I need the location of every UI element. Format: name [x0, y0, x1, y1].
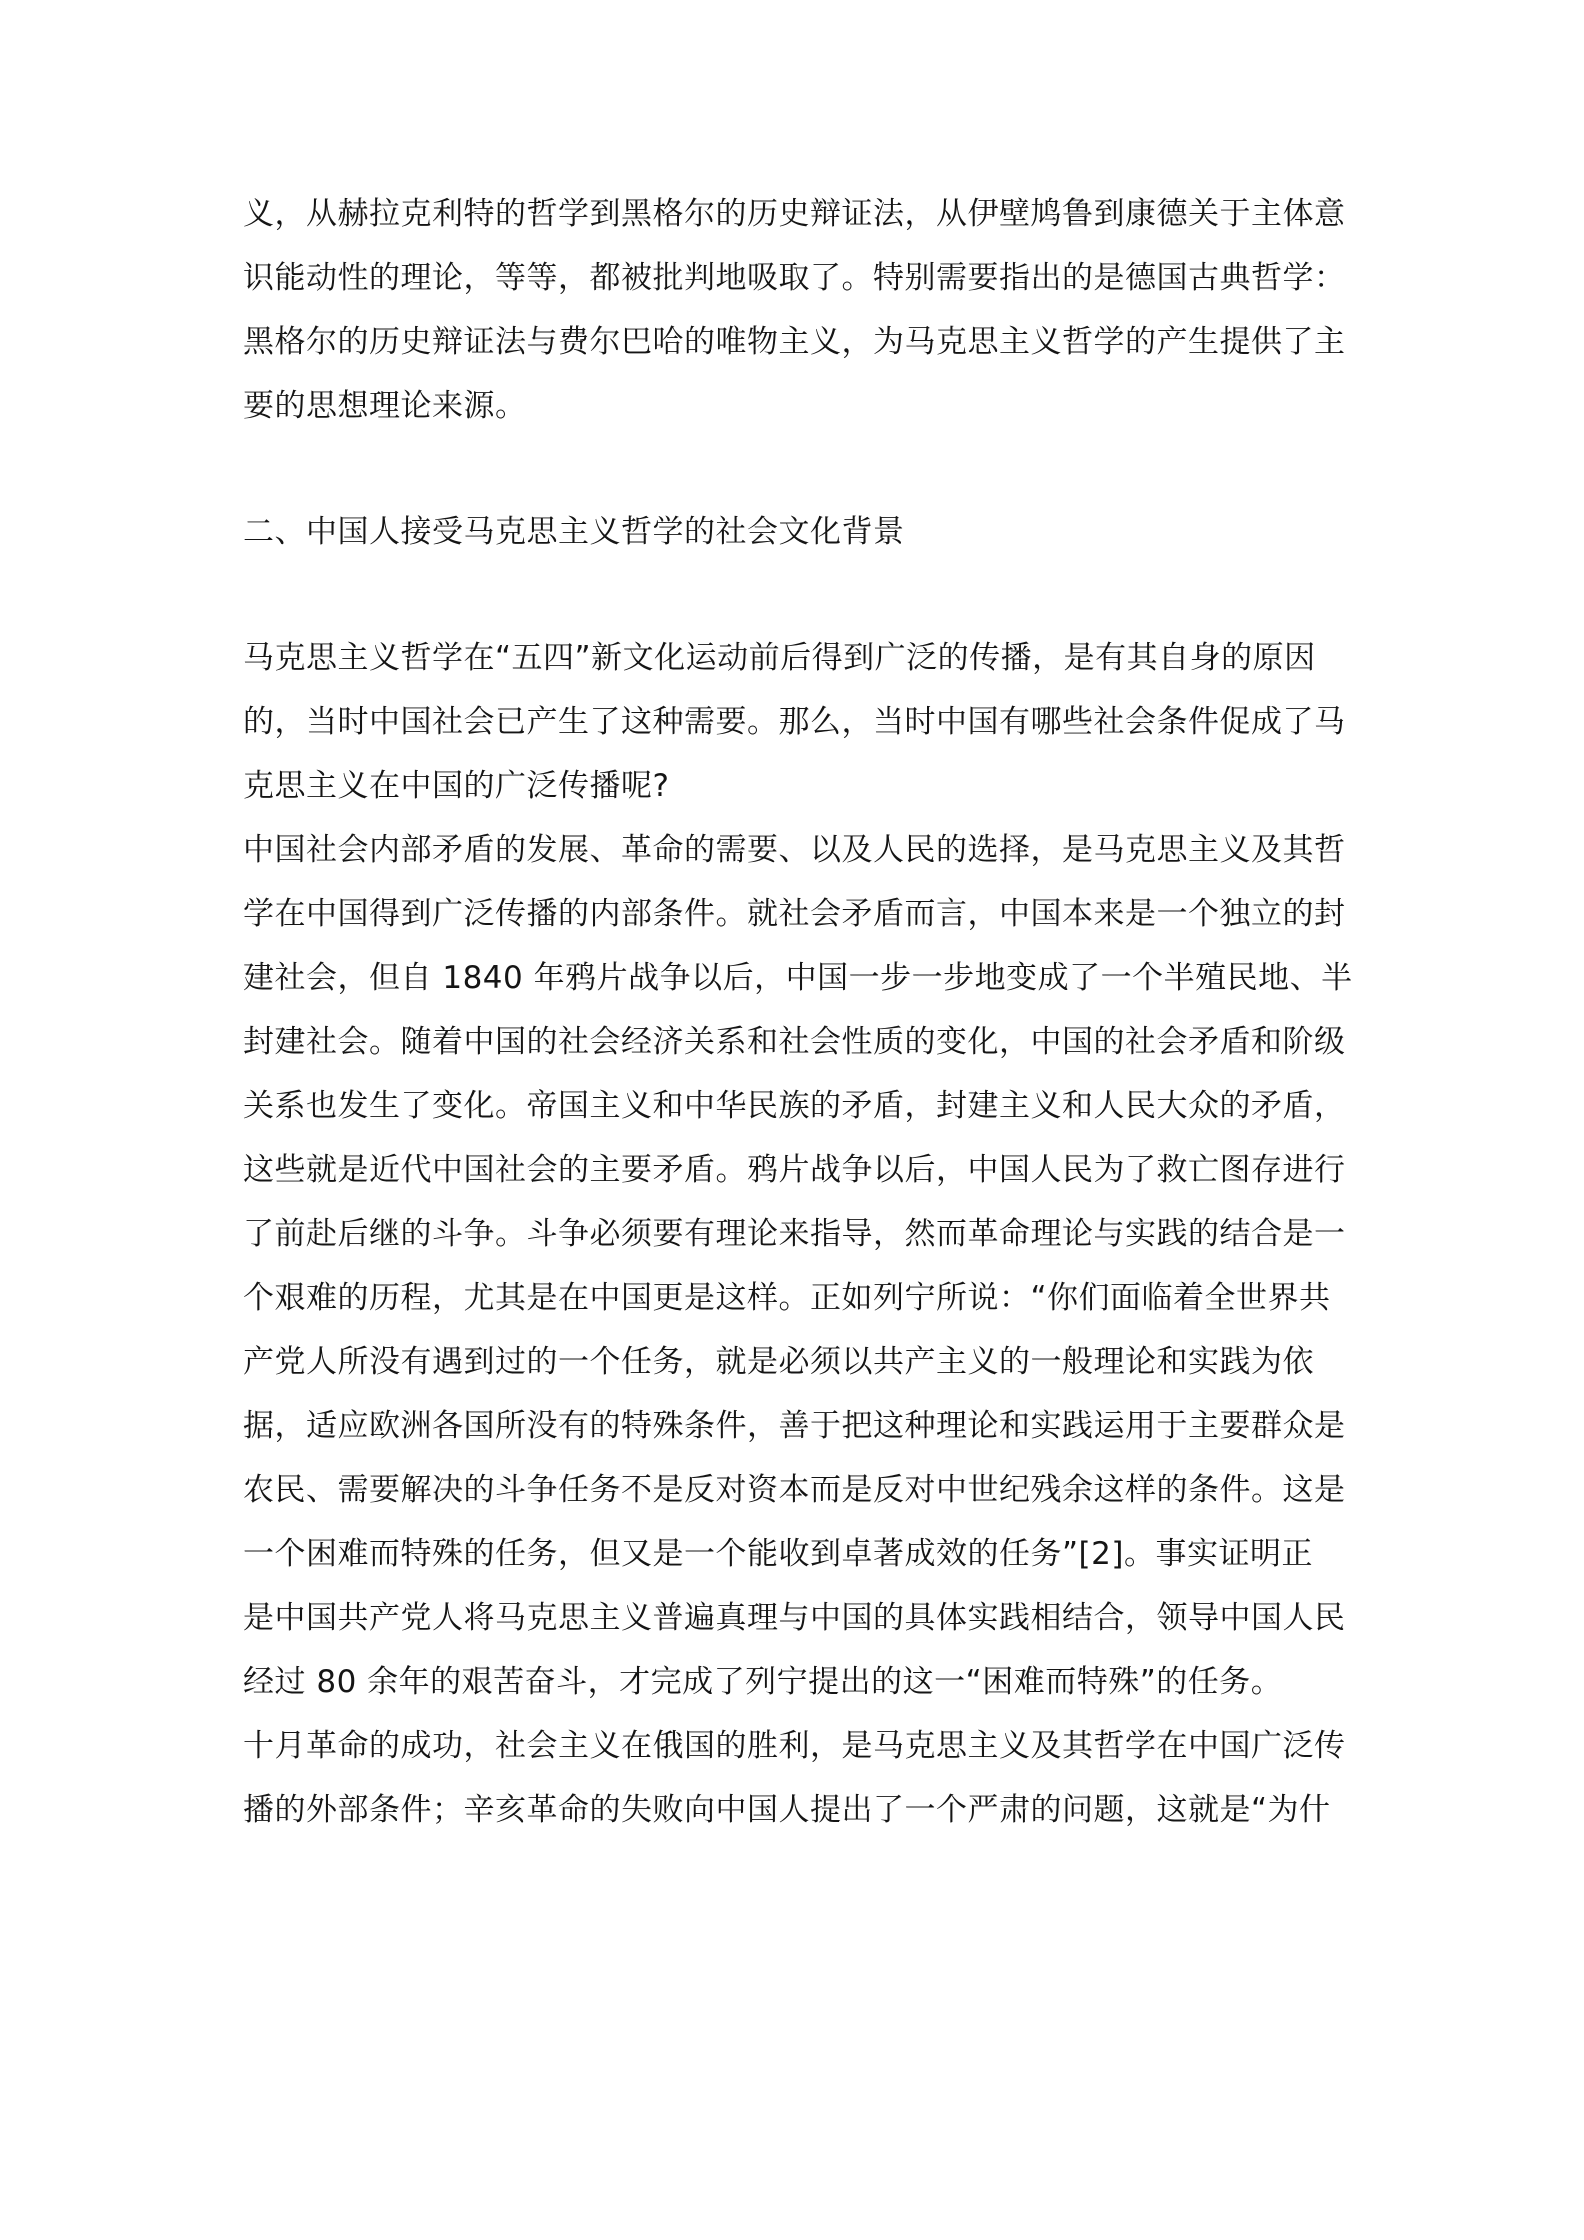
paragraph-2 [243, 626, 1353, 818]
text-line: 识能动性的理论，等等，都被批判地吸取了。特别需要指出的是德国古典哲学： [243, 260, 1346, 296]
text-line: 克思主义在中国的广泛传播呢? [243, 768, 670, 804]
text-line: 马克思主义哲学在“五四”新文化运动前后得到广泛的传播，是有其自身的原因 [243, 640, 1316, 676]
text-line: 是中国共产党人将马克思主义普遍真理与中国的具体实践相结合，领导中国人民 [243, 1600, 1346, 1636]
section-heading: 二、中国人接受马克思主义哲学的社会文化背景 [243, 514, 905, 550]
text-line: 播的外部条件；辛亥革命的失败向中国人提出了一个严肃的问题，这就是“为什 [243, 1792, 1331, 1828]
text-line: 十月革命的成功，社会主义在俄国的胜利，是马克思主义及其哲学在中国广泛传 [243, 1728, 1346, 1764]
text-line: 黑格尔的历史辩证法与费尔巴哈的唯物主义，为马克思主义哲学的产生提供了主 [243, 324, 1346, 360]
text-line: 产党人所没有遇到过的一个任务，就是必须以共产主义的一般理论和实践为依 [243, 1344, 1314, 1380]
text-line: 个艰难的历程，尤其是在中国更是这样。正如列宁所说：“你们面临着全世界共 [243, 1280, 1331, 1316]
paragraph-1 [243, 182, 1353, 438]
text-line: 的，当时中国社会已产生了这种需要。那么，当时中国有哪些社会条件促成了马 [243, 704, 1346, 740]
text-line: 要的思想理论来源。 [243, 388, 527, 424]
text-line: 经过 80 余年的艰苦奋斗，才完成了列宁提出的这一“困难而特殊”的任务。 [243, 1664, 1283, 1700]
text-line: 义，从赫拉克利特的哲学到黑格尔的历史辩证法，从伊壁鸠鲁到康德关于主体意 [243, 196, 1346, 232]
text-line: 农民、需要解决的斗争任务不是反对资本而是反对中世纪残余这样的条件。这是 [243, 1472, 1346, 1508]
document-body [243, 182, 1353, 1842]
text-line: 这些就是近代中国社会的主要矛盾。鸦片战争以后，中国人民为了救亡图存进行 [243, 1152, 1346, 1188]
text-line: 中国社会内部矛盾的发展、革命的需要、以及人民的选择，是马克思主义及其哲 [243, 832, 1346, 868]
text-line: 封建社会。随着中国的社会经济关系和社会性质的变化，中国的社会矛盾和阶级 [243, 1024, 1346, 1060]
text-line: 据，适应欧洲各国所没有的特殊条件，善于把这种理论和实践运用于主要群众是 [243, 1408, 1346, 1444]
paragraph-spacer [243, 438, 1353, 500]
text-line: 了前赴后继的斗争。斗争必须要有理论来指导，然而革命理论与实践的结合是一 [243, 1216, 1346, 1252]
text-line: 一个困难而特殊的任务，但又是一个能收到卓著成效的任务”[2]。事实证明正 [243, 1536, 1313, 1572]
text-line: 建社会，但自 1840 年鸦片战争以后，中国一步一步地变成了一个半殖民地、半 [243, 960, 1353, 996]
paragraph-4 [243, 1714, 1353, 1842]
text-line: 学在中国得到广泛传播的内部条件。就社会矛盾而言，中国本来是一个独立的封 [243, 896, 1346, 932]
text-line: 关系也发生了变化。帝国主义和中华民族的矛盾，封建主义和人民大众的矛盾， [243, 1088, 1346, 1124]
paragraph-spacer [243, 564, 1353, 626]
paragraph-3 [243, 818, 1353, 1714]
